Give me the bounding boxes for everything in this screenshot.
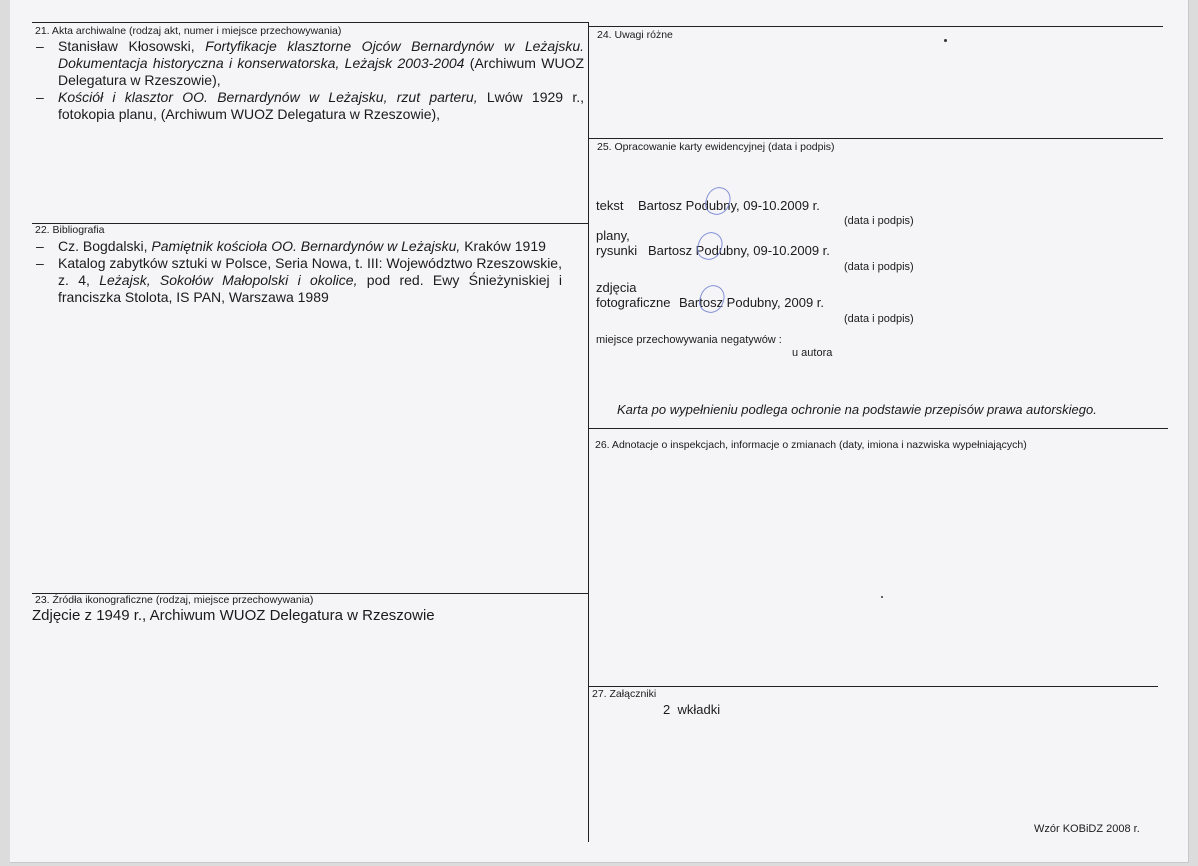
ink-speck [944, 39, 947, 42]
section21-header: 21. Akta archiwalne (rodzaj akt, numer i miejsce przechowywania) [35, 25, 342, 37]
column-divider [588, 22, 589, 842]
archive-location: Lwów 1929 r., fotokopia planu, (Archiwum WUOZ Delegatura w Rzeszowie), [58, 89, 584, 122]
biblio-imprint: Kraków 1919 [464, 238, 546, 254]
tekst-author-date: Bartosz Podubny, 09-10.2009 r. [638, 198, 820, 213]
archive-title: Kościół i klasztor OO. Bernardynów w Leżajsku, rzut parteru, [58, 89, 478, 105]
archive-title: Fortyfikacje klasztorne Ojców Bernardynów w Leżajsku. Dokumentacja historyczna i konserwatorska, Leżajsk 2003-2004 [58, 38, 584, 71]
archive-author: Stanisław Kłosowski, [58, 38, 195, 54]
tekst-date-signature-caption: (data i podpis) [844, 215, 914, 227]
section25-header: 25. Opracowanie karty ewidencyjnej (data i podpis) [597, 141, 835, 153]
attachments-count: 2 wkładki [663, 702, 721, 717]
biblio-title: Leżajsk, Sokołów Małopolski i okolice, [99, 272, 358, 288]
biblio-title: Pamiętnik kościoła OO. Bernardynów w Leżajsku, [151, 238, 461, 254]
list-item: – Katalog zabytków sztuki w Polsce, Seria Nowa, t. III: Województwo Rzeszowskie, z. 4, Leżajsk, Sokołów Małopolski i okolice, pod red. Ewy Śnieżyniskiej i franciszka Stolota, IS PAN, Warszawa 1989 [36, 255, 563, 305]
biblio-author: Cz. Bogdalski, [58, 238, 148, 254]
section26-header: 26. Adnotacje o inspekcjach, informacje o zmianach (daty, imiona i nazwiska wypełniających) [595, 439, 1027, 451]
tekst-label: tekst [596, 198, 624, 213]
section21-top-rule [32, 22, 588, 23]
zdjecia-author-date: Bartosz Podubny, 2009 r. [679, 295, 825, 310]
list-item: – Stanisław Kłosowski, Fortyfikacje klasztorne Ojców Bernardynów w Leżajsku. Dokumentacja historyczna i konserwatorska, Leżajsk 2003-2004 (Archiwum WUOZ Delegatura w Rzeszowie), [36, 38, 584, 88]
zdjecia-label: zdjęcia [596, 280, 637, 295]
iconographic-source: Zdjęcie z 1949 r., Archiwum WUOZ Delegatura w Rzeszowie [32, 607, 435, 624]
section24-header: 24. Uwagi różne [597, 29, 673, 41]
rysunki-author-date: Bartosz Podubny, 09-10.2009 r. [648, 243, 830, 258]
plany-label: plany, [596, 228, 630, 243]
archive-location: (Archiwum WUOZ Delegatura w Rzeszowie), [58, 55, 584, 88]
list-item: – Kościół i klasztor OO. Bernardynów w Leżajsku, rzut parteru, Lwów 1929 r., fotokopia planu, (Archiwum WUOZ Delegatura w Rzeszowie), [36, 89, 584, 122]
ink-speck [881, 596, 883, 598]
section27-header: 27. Załączniki [592, 688, 657, 700]
signature-mark [696, 282, 727, 316]
record-card [10, 0, 1189, 863]
negatives-location-value: u autora [792, 347, 833, 359]
section24-top-rule [588, 26, 1163, 27]
section22-top-rule [32, 223, 588, 224]
section22-list [32, 238, 562, 306]
zdjecia-date-signature-caption: (data i podpis) [844, 313, 914, 325]
fotograficzne-label: fotograficzne [596, 295, 671, 310]
negatives-location-label: miejsce przechowywania negatywów : [596, 334, 782, 346]
rysunki-label: rysunki [596, 243, 638, 258]
section23-header: 23. Źródła ikonograficzne (rodzaj, miejsce przechowywania) [35, 594, 314, 606]
section21-list [32, 38, 584, 123]
section26-top-rule [588, 428, 1168, 429]
biblio-imprint: pod red. Ewy Śnieżyniskiej i franciszka Stolota, IS PAN, Warszawa 1989 [58, 272, 563, 305]
rysunki-date-signature-caption: (data i podpis) [844, 261, 914, 273]
form-template-label: Wzór KOBiDZ 2008 r. [1034, 823, 1140, 835]
section25-top-rule [588, 138, 1163, 139]
section22-header: 22. Bibliografia [35, 224, 105, 236]
biblio-series: Katalog zabytków sztuki w Polsce, Seria Nowa, t. III: Województwo Rzeszowskie, z. 4, [58, 255, 562, 288]
list-item: – Cz. Bogdalski, Pamiętnik kościoła OO. Bernardynów w Leżajsku, Kraków 1919 [36, 238, 546, 254]
copyright-note: Karta po wypełnieniu podlega ochronie na podstawie przepisów prawa autorskiego. [617, 402, 1097, 417]
section27-top-rule [588, 686, 1158, 687]
